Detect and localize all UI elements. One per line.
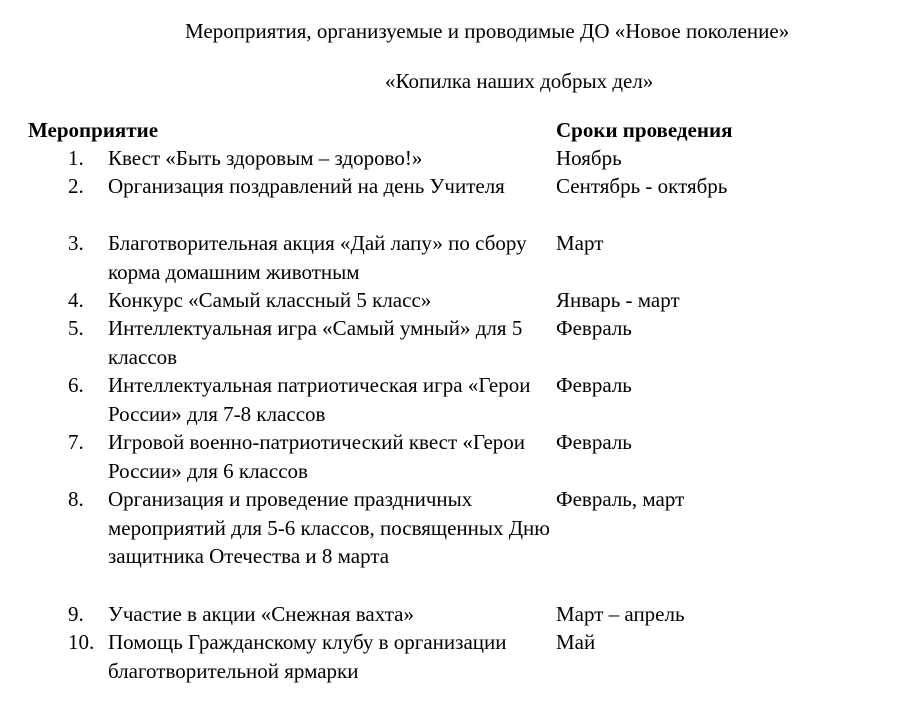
table-row (28, 144, 908, 172)
row-date: Февраль (556, 373, 632, 397)
row-event: Интеллектуальная игра «Самый умный» для 5 классов (108, 316, 523, 369)
row-event: Благотворительная акция «Дай лапу» по сбору корма домашним животным (108, 231, 527, 284)
row-number: 10. (68, 630, 95, 654)
row-date: Ноябрь (556, 146, 622, 170)
table-row (28, 628, 908, 714)
row-event: Организация поздравлений на день Учителя (108, 174, 505, 198)
row-number: 2. (68, 174, 84, 198)
document-title: Мероприятия, организуемые и проводимые ДО «Новое поколение» (185, 19, 790, 43)
row-date: Февраль (556, 316, 632, 340)
row-number: 6. (68, 373, 84, 397)
row-event: Организация и проведение праздничных мероприятий для 5-6 классов, посвященных Дню защитника Отечества и 8 марта (108, 487, 550, 568)
row-date: Май (556, 630, 596, 654)
document-subtitle: «Копилка наших добрых дел» (385, 69, 654, 93)
row-number: 5. (68, 316, 84, 340)
table-row (28, 371, 908, 428)
row-date: Март – апрель (556, 602, 685, 626)
table-row (28, 600, 908, 628)
table-row (28, 314, 908, 371)
table-row (28, 286, 908, 314)
table-row (28, 172, 908, 229)
events-table (28, 116, 908, 714)
row-event: Игровой военно-патриотический квест «Герои России» для 6 классов (108, 430, 526, 483)
row-date: Февраль, март (556, 487, 685, 511)
table-row (28, 229, 908, 286)
row-event: Участие в акции «Снежная вахта» (108, 602, 414, 626)
table-row (28, 485, 908, 600)
row-number: 9. (68, 602, 84, 626)
row-event: Интеллектуальная патриотическая игра «Герои России» для 7-8 классов (108, 373, 531, 426)
table-row (28, 428, 908, 485)
row-date: Март (556, 231, 604, 255)
row-event: Конкурс «Самый классный 5 класс» (108, 288, 432, 312)
header-date: Сроки проведения (556, 118, 733, 142)
row-number: 3. (68, 231, 84, 255)
row-number: 4. (68, 288, 84, 312)
row-number: 1. (68, 146, 84, 170)
row-number: 8. (68, 487, 84, 511)
table-header (28, 116, 908, 144)
row-number: 7. (68, 430, 84, 454)
header-event: Мероприятие (28, 118, 159, 142)
row-event: Помощь Гражданскому клубу в организации благотворительной ярмарки (108, 630, 507, 683)
row-event: Квест «Быть здоровым – здорово!» (108, 146, 423, 170)
row-date: Февраль (556, 430, 632, 454)
row-date: Январь - март (556, 288, 680, 312)
row-date: Сентябрь - октябрь (556, 174, 728, 198)
